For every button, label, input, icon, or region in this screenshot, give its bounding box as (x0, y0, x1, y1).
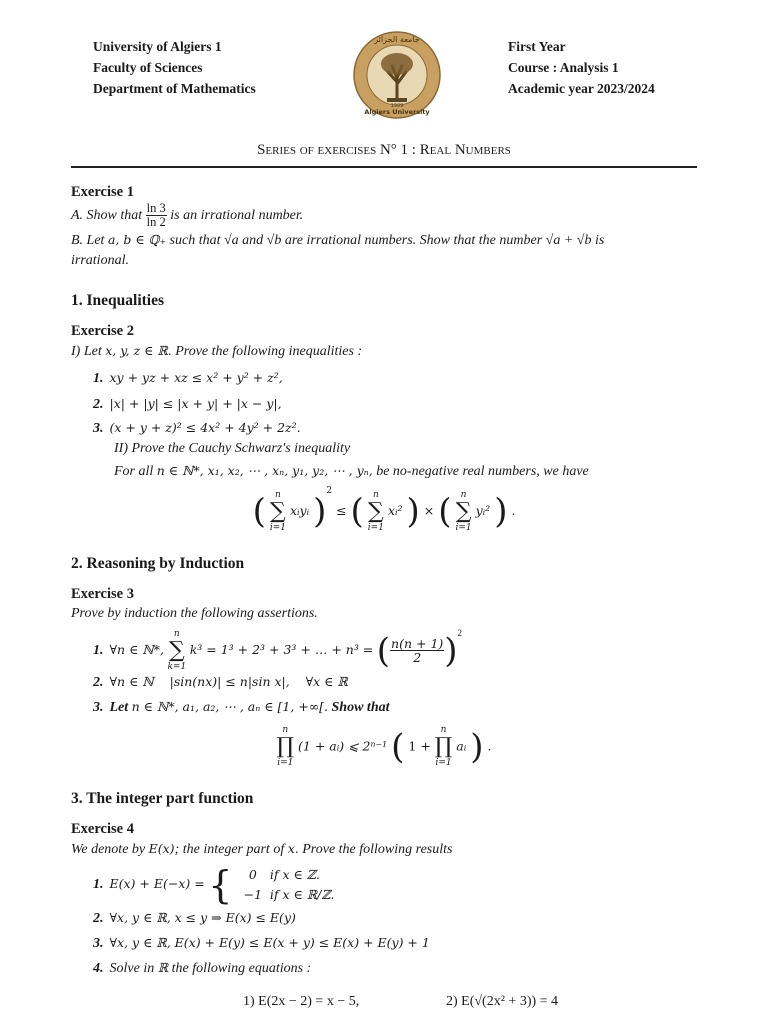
math: xᵢ² (387, 503, 403, 518)
exercise-1a (71, 202, 701, 230)
math: ∀x, y ∈ ℝ, x ≤ y ⇒ E(x) ≤ E(y) (109, 910, 296, 925)
cauchy-schwarz-prompt: II) Prove the Cauchy Schwarz's inequality (114, 441, 351, 456)
case-value: 0 (248, 867, 257, 882)
text: A. Show that (71, 208, 143, 223)
numerator: ln 3 (146, 201, 166, 216)
summation (368, 490, 384, 534)
text: is an irrational number. (170, 208, 304, 223)
math: yᵢ² (475, 503, 491, 518)
section-heading: 1. Inequalities (71, 292, 165, 309)
exercise-heading: Exercise 4 (71, 821, 134, 837)
lower-limit: i=1 (269, 522, 286, 533)
equation-2: 2) E(√(2x² + 3)) = 4 (446, 994, 559, 1009)
paren: ) (406, 491, 420, 532)
text: Solve in (109, 961, 155, 976)
text: such that √a and √b are irrational numbers. Show that the number √a + √b is (169, 233, 605, 248)
lower-limit: i=1 (455, 522, 472, 533)
paren: ) (444, 630, 458, 671)
denominator: 2 (413, 650, 422, 666)
item-number: 1. (93, 877, 104, 893)
list-item (93, 935, 430, 952)
list-item (93, 960, 311, 977)
upper-limit: n (275, 489, 281, 500)
numerator: n(n + 1) (391, 636, 444, 652)
item-number: 2. (93, 397, 104, 412)
list-item (93, 699, 390, 716)
pi-symbol: ∏ (434, 734, 453, 759)
academic-year: Academic year 2023/2024 (508, 81, 655, 96)
item-number: 1. (93, 643, 104, 658)
cauchy-schwarz-equation (0, 486, 768, 534)
math: x. (287, 841, 299, 856)
exercise-intro: Prove by induction the following assertions. (71, 606, 318, 621)
exercise-4 (71, 821, 701, 861)
math: E(x) (148, 841, 175, 856)
denominator: ln 2 (146, 215, 166, 230)
department-name: Department of Mathematics (93, 81, 256, 96)
item-number: 3. (93, 700, 104, 715)
fraction (146, 202, 167, 229)
product (277, 725, 295, 769)
paren: ( (391, 727, 405, 767)
operator: × (423, 503, 435, 518)
paren: ( (350, 491, 364, 532)
page-title: Series of exercises N° 1 : Real Numbers (257, 142, 511, 158)
case-condition: if x ∈ ℤ. (269, 867, 320, 882)
exercise-1b (71, 230, 701, 251)
lower-limit: k=1 (167, 661, 187, 672)
paren: ) (494, 491, 508, 532)
exercise-heading: Exercise 1 (71, 184, 134, 200)
summation (167, 629, 186, 673)
math: n ∈ ℕ*, a₁, a₂, ⋯ , aₙ ∈ [1, +∞[. (131, 699, 329, 714)
summation (270, 490, 286, 534)
text: ; the integer part of (174, 842, 285, 857)
math: E(x) + E(−x) = (109, 876, 205, 892)
math: ∀n ∈ ℕ |sin(nx)| ≤ n|sin x|, ∀x ∈ ℝ (109, 674, 348, 689)
upper-limit: n (282, 725, 289, 735)
product (435, 725, 453, 769)
upper-limit: n (440, 725, 447, 735)
punctuation: . (511, 503, 516, 518)
math: x, y, z ∈ ℝ. (105, 343, 172, 358)
item-number: 3. (93, 421, 104, 436)
paren: ) (470, 727, 484, 767)
sigma-symbol: ∑ (455, 498, 472, 524)
list-item (93, 674, 348, 691)
item-number: 2. (93, 675, 104, 690)
math: n ∈ ℕ*, x₁, x₂, ⋯ , xₙ, y₁, y₂, ⋯ , yₙ, (156, 463, 373, 478)
paren: ( (252, 491, 266, 532)
lower-limit: i=1 (367, 522, 384, 533)
punctuation: . (487, 738, 492, 754)
section-heading: 3. The integer part function (71, 790, 254, 807)
title-divider (71, 166, 697, 168)
math: (1 + aᵢ) ⩽ 2ⁿ⁻¹ (298, 738, 388, 754)
math: 1 + (408, 738, 431, 754)
sigma-symbol: ∑ (270, 498, 286, 524)
case-value: −1 (243, 887, 263, 902)
text: I) Let (71, 344, 102, 359)
case-row (236, 865, 335, 885)
math: ∀n ∈ ℕ*, (109, 642, 164, 657)
list-item (93, 396, 282, 413)
list-item (93, 863, 334, 907)
text: B. Let (71, 233, 105, 248)
item-number: 4. (93, 961, 104, 976)
course-block (508, 36, 655, 99)
exercise-intro (71, 838, 701, 861)
math: k³ = 1³ + 2³ + 3³ + … + n³ = (189, 642, 374, 657)
text: Let (109, 700, 129, 715)
item-number: 2. (93, 911, 104, 926)
section-heading: 2. Reasoning by Induction (71, 555, 245, 572)
faculty-name: Faculty of Sciences (93, 60, 203, 75)
text: be no-negative real numbers, we have (376, 464, 589, 479)
summation (455, 490, 471, 534)
math: |x| + |y| ≤ |x + y| + |x − y|, (109, 396, 282, 411)
list-item (93, 420, 301, 437)
tree-seal-icon (352, 30, 442, 120)
case-row (236, 885, 335, 905)
text: For all (114, 464, 154, 479)
upper-limit: n (460, 489, 467, 500)
lower-limit: i=1 (277, 758, 294, 768)
logo-year: 1909 (390, 103, 404, 109)
sigma-symbol: ∑ (168, 637, 185, 663)
logo-arabic-text: جامعة الجزائر (374, 35, 420, 44)
exponent: 2 (457, 628, 463, 638)
cases (236, 865, 335, 905)
pi-symbol: ∏ (276, 734, 295, 759)
equation-1: 1) E(2x − 2) = x − 5, (243, 994, 360, 1009)
text: the following equations : (171, 961, 312, 976)
exercise-1 (71, 184, 701, 271)
text: Show that (331, 700, 390, 715)
product-inequality (0, 725, 768, 769)
text: Prove the following results (302, 842, 453, 857)
exercise-heading: Exercise 3 (71, 586, 134, 602)
year-level: First Year (508, 39, 566, 54)
exercise-2 (71, 323, 701, 363)
list-item (93, 910, 296, 927)
logo-english-text: Algiers University (364, 108, 430, 116)
course-name: Course : Analysis 1 (508, 60, 619, 75)
exercise-3 (71, 586, 701, 625)
text: irrational. (71, 253, 129, 268)
exercise-intro (71, 340, 701, 363)
text: We denote by (71, 842, 146, 857)
paren: ( (376, 630, 391, 671)
math: xy + yz + xz ≤ x² + y² + z², (109, 370, 283, 385)
sigma-symbol: ∑ (368, 498, 384, 524)
upper-limit: n (173, 628, 180, 639)
paren: ) (313, 491, 327, 532)
lower-limit: i=1 (435, 758, 452, 768)
math: a, b ∈ ℚ₊ (107, 232, 167, 247)
math: ∀x, y ∈ ℝ, E(x) + E(y) ≤ E(x + y) ≤ E(x) + E(y) + 1 (109, 935, 430, 950)
math: ℝ (157, 960, 169, 975)
item-number: 1. (93, 371, 104, 386)
upper-limit: n (372, 489, 379, 500)
item-number: 3. (93, 936, 104, 951)
exponent: 2 (326, 486, 333, 496)
university-name: University of Algiers 1 (93, 39, 222, 54)
math: aᵢ (456, 738, 467, 754)
hypothesis (114, 463, 589, 480)
brace: { (208, 863, 233, 907)
math: xᵢyᵢ (289, 503, 310, 518)
list-item (93, 628, 462, 673)
case-condition: if x ∈ ℝ/ℤ. (269, 887, 335, 902)
text: Prove the following inequalities : (175, 344, 363, 359)
institution-block (93, 36, 256, 99)
list-item (93, 370, 283, 387)
paren: ( (438, 491, 452, 532)
fraction (390, 637, 444, 664)
exercise-heading: Exercise 2 (71, 323, 134, 339)
math: (x + y + z)² ≤ 4x² + 4y² + 2z². (109, 420, 301, 435)
operator: ≤ (336, 503, 347, 518)
